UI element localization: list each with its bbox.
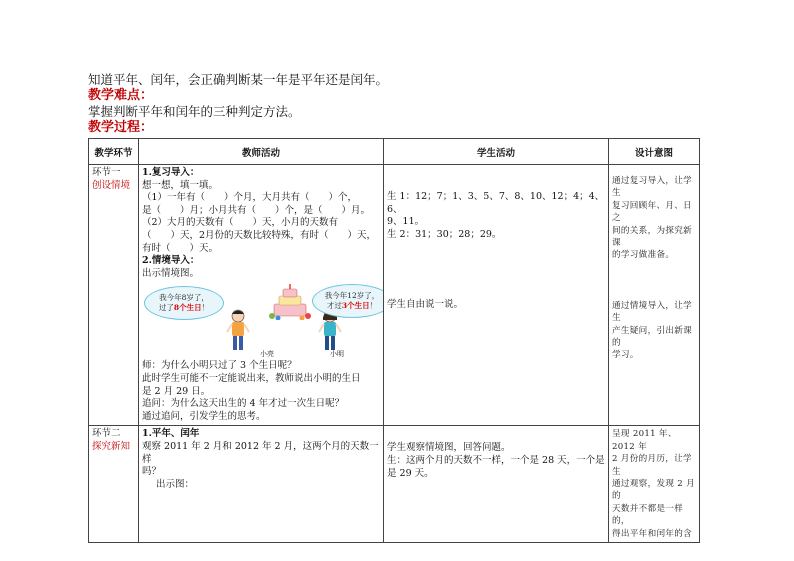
teacher-text: 有时（ ）天。	[142, 242, 219, 254]
lesson-table	[88, 138, 700, 543]
section-number: 环节一	[92, 167, 121, 178]
kid-label-right: 小明	[330, 350, 344, 359]
design-cell	[609, 426, 700, 543]
teacher-text: 此时学生可能不一定能说出来，教师说出小明的生日	[142, 372, 361, 384]
birthday-cake-icon	[268, 284, 312, 320]
design-text: 通过复习导入，让学生	[612, 176, 693, 199]
header-stage: 教学环节	[89, 139, 139, 165]
design-text: 通过情境导入，让学生	[612, 300, 693, 324]
teacher-text: （1）一年有（ ）个月，大月共有（ ）个，	[142, 192, 358, 204]
teacher-text: 追问：为什么这天出生的 4 年才过一次生日呢？	[142, 398, 345, 410]
design-text: 间的关系，为探究新课	[612, 225, 693, 249]
header-teacher: 教师活动	[139, 139, 384, 165]
student-text: 生 1：12；7；1、3、5、7、8、10、12；4；4、6、	[387, 191, 605, 215]
section-name: 创设情境	[92, 179, 131, 191]
header-student: 学生活动	[384, 139, 609, 165]
bubble-text: 过了	[158, 303, 174, 313]
design-text: 复习回顾年、月、日之	[612, 200, 693, 224]
design-text: 学习。	[612, 350, 639, 361]
speech-bubble-left	[144, 286, 224, 320]
teacher-text: 师：为什么小明只过了 3 个生日呢？	[142, 360, 297, 372]
student-text: 是 29 天。	[387, 467, 434, 479]
teacher-text: 通过追问，引发学生的思考。	[142, 410, 266, 422]
design-text: 呈现 2011 年、2012 年	[612, 429, 677, 452]
design-text: 通过观察，发现 2 月的	[612, 478, 695, 502]
boy-figure-icon	[226, 308, 250, 354]
student-cell	[384, 165, 609, 426]
bubble-text: 我今年8岁了，	[159, 293, 209, 303]
process-heading: 教学过程：	[88, 120, 154, 135]
design-text: 得出平年和闰年的含	[612, 528, 693, 539]
student-text: 生 2：31；30；28；29。	[387, 228, 502, 240]
teacher-text: （2）大月的天数有（ ）天，小月的天数有	[142, 217, 339, 229]
bubble-text: ！	[369, 301, 378, 311]
intro-line: 知道平年、闰年，会正确判断某一年是平年还是闰年。	[88, 72, 389, 87]
teacher-text: 观察 2011 年 2 月和 2012 年 2 月，这两个月的天数一样	[142, 440, 379, 465]
teacher-text: 吗？	[142, 466, 162, 478]
student-text: 学生观察情境图，回答问题。	[387, 442, 511, 454]
teacher-cell	[139, 165, 384, 426]
design-cell	[609, 165, 700, 426]
review-title: 1.复习导入：	[142, 167, 200, 178]
header-design: 设计意图	[609, 139, 700, 165]
scene-title: 2.情境导入：	[142, 255, 200, 267]
bubble-text: ！	[201, 303, 210, 313]
bubble-highlight: 3个生日	[341, 301, 370, 311]
table-header-row	[89, 139, 700, 165]
teacher-text: （ ）天，2月份的天数比较特殊，有时（ ）天，	[142, 229, 377, 241]
teacher-cell	[139, 426, 384, 543]
section-cell	[89, 426, 139, 543]
design-text: 2 月份的月历，让学生	[612, 454, 692, 477]
student-cell	[384, 426, 609, 543]
kid-label-left: 小亮	[260, 350, 274, 359]
design-text: 天数并不都是一样的，	[612, 503, 684, 527]
difficulty-heading: 教学难点：	[88, 88, 154, 103]
teacher-text: 是 2 月 29 日。	[142, 385, 211, 397]
teacher-text: 是（ ）月；小月共有（ ）个，是（ ）月。	[142, 204, 371, 216]
difficulty-text: 掌握判断平年和闰年的三种判定方法。	[88, 104, 301, 119]
student-text: 学生自由说一说。	[387, 299, 464, 311]
student-text: 9、11。	[387, 216, 425, 228]
bubble-text: 才过	[326, 301, 342, 311]
section-cell	[89, 165, 139, 426]
table-row	[89, 426, 700, 543]
student-text: 生：这两个月的天数不一样，一个是 28 天，一个是	[387, 454, 605, 466]
teacher-text: 想一想，填一填。	[142, 179, 219, 191]
design-text: 产生疑问，引出新课的	[612, 325, 693, 349]
bubble-highlight: 8个生日	[173, 303, 202, 313]
table-row	[89, 165, 700, 426]
scene-illustration	[142, 284, 380, 358]
section-number: 环节二	[92, 428, 121, 440]
bubble-text: 我今年12岁了，	[324, 291, 380, 301]
leap-year-title: 1.平年、闰年	[142, 428, 200, 440]
teacher-text: 出示图：	[156, 478, 195, 490]
design-text: 的学习做准备。	[612, 250, 675, 261]
teacher-text: 出示情境图。	[142, 267, 200, 279]
section-name: 探究新知	[92, 440, 131, 452]
